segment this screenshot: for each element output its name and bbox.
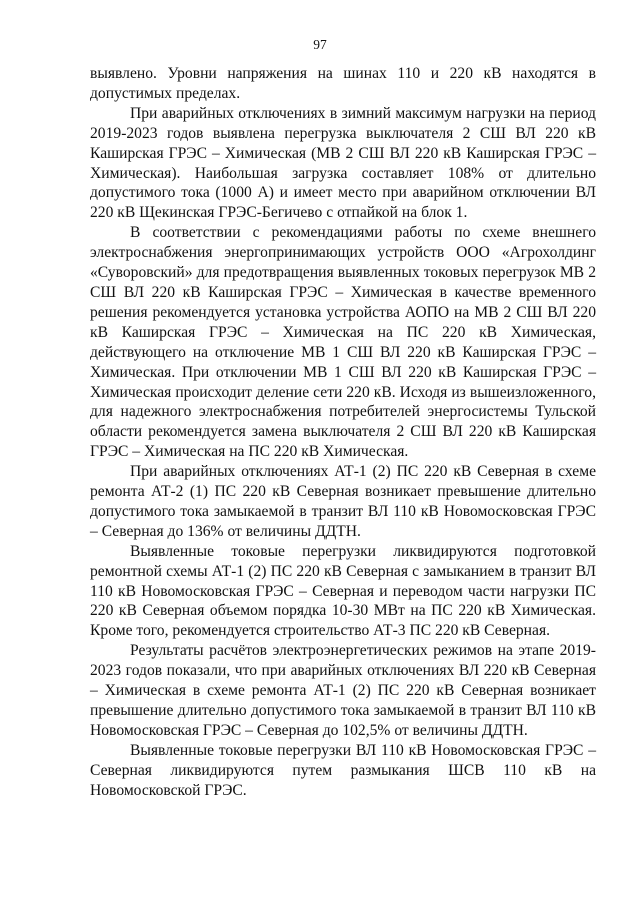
- paragraph: Выявленные токовые перегрузки ликвидируются подготовкой ремонтной схемы АТ-1 (2) ПС 220 кВ Северная с замыканием в транзит ВЛ 110 кВ Новомосковская ГРЭС – Северная и переводом части нагрузки ПС 220 кВ Северная объемом порядка 10-30 МВт на ПС 220 кВ Химическая. Кроме того, рекомендуется строительство АТ-3 ПС 220 кВ Северная.: [90, 542, 596, 640]
- paragraph: При аварийных отключениях АТ-1 (2) ПС 220 кВ Северная в схеме ремонта АТ-2 (1) ПС 220 кВ Северная возникает превышение длительно допустимого тока замыкаемой в транзит ВЛ 110 кВ Новомосковская ГРЭС – Северная до 136% от величины ДДТН.: [90, 463, 596, 540]
- paragraph: выявлено. Уровни напряжения на шинах 110 и 220 кВ находятся в допустимых пределах.: [90, 65, 596, 102]
- paragraph: В соответствии с рекомендациями работы по схеме внешнего электроснабжения энергопринимающих устройств ООО «Агрохолдинг «Суворовский» для предотвращения выявленных токовых перегрузок МВ 2 СШ ВЛ 220 кВ Каширская ГРЭС – Химическая в качестве временного решения рекомендуется установка устройства АОПО на МВ 2 СШ ВЛ 220 кВ Каширская ГРЭС – Химическая на ПС 220 кВ Химическая, действующего на отключение МВ 1 СШ ВЛ 220 кВ Каширская ГРЭС – Химическая. При отключении МВ 1 СШ ВЛ 220 кВ Каширская ГРЭС – Химическая происходит деление сети 220 кВ. Исходя из вышеизложенного, для надежного электроснабжения потребителей энергосистемы Тульской области рекомендуется замена выключателя 2 СШ ВЛ 220 кВ Каширская ГРЭС – Химическая на ПС 220 кВ Химическая.: [90, 224, 596, 461]
- document-body: [90, 64, 596, 801]
- paragraph: При аварийных отключениях в зимний максимум нагрузки на период 2019-2023 годов выявлена перегрузка выключателя 2 СШ ВЛ 220 кВ Каширская ГРЭС – Химическая (МВ 2 СШ ВЛ 220 кВ Каширская ГРЭС – Химическая). Наибольшая загрузка составляет 108% от длительно допустимого тока (1000 А) и имеет место при аварийном отключении ВЛ 220 кВ Щекинская ГРЭС-Бегичево с отпайкой на блок 1.: [90, 104, 596, 222]
- page-number: 97: [313, 37, 327, 52]
- paragraph: Выявленные токовые перегрузки ВЛ 110 кВ Новомосковская ГРЭС – Северная ликвидируются путем размыкания ШСВ 110 кВ на Новомосковской ГРЭС.: [90, 741, 596, 799]
- paragraph: Результаты расчётов электроэнергетических режимов на этапе 2019-2023 годов показали, что при аварийных отключениях ВЛ 220 кВ Северная – Химическая в схеме ремонта АТ-1 (2) ПС 220 кВ Северная возникает превышение длительно допустимого тока замыкаемой в транзит ВЛ 110 кВ Новомосковская ГРЭС – Северная до 102,5% от величины ДДТН.: [90, 642, 596, 739]
